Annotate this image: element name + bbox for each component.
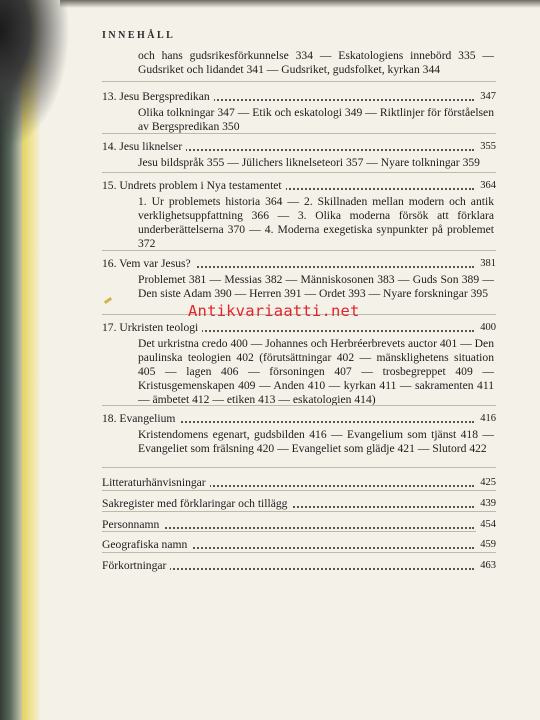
toc-chapter-17 [102,321,496,407]
toc-continuation-text: och hans gudsrikesförkunnelse 334 — Eskatologiens innebörd 335 — Gudsriket och lidandet 341 — Gudsriket, gudsfolket, kyrkan 344 [138,49,494,76]
back-matter-page-number: 463 [476,559,496,573]
chapter-page-number: 416 [476,412,496,426]
divider [102,511,496,512]
toc-chapter-14 [102,140,496,170]
back-matter-title: Personnamn [102,518,163,531]
chapter-subentries: Olika tolkningar 347 — Etik och eskatologi 349 — Riktlinjer för förståelsen av Bergspredikan 350 [138,106,494,133]
toc-chapter-13 [102,90,496,134]
divider [102,467,496,468]
chapter-title: 18. Evangelium [102,412,179,425]
chapter-subentries: Jesu bildspråk 355 — Jülichers liknelseteori 357 — Nyare tolkningar 359 [138,156,480,169]
toc-chapter-15 [102,179,496,251]
toc-back-matter-subject-index [102,497,496,511]
running-head: INNEHÅLL [102,30,176,41]
divider [102,405,496,406]
chapter-page-number: 400 [476,321,496,335]
chapter-page-number: 347 [476,90,496,104]
toc-chapter-18 [102,412,496,456]
back-matter-title: Geografiska namn [102,538,191,551]
chapter-page-number: 381 [476,257,496,271]
back-matter-page-number: 459 [476,538,496,552]
chapter-subentries: Problemet 381 — Messias 382 — Människosonen 383 — Guds Son 389 — Den siste Adam 390 — Herren 391 — Ordet 393 — Nyare forskningar 395 [138,273,494,300]
back-matter-page-number: 439 [476,497,496,511]
chapter-subentries: Kristendomens egenart, gudsbilden 416 — Evangelium som tjänst 418 — Evangeliet som frälsning 420 — Evangeliet som glädje 421 — Slutord 422 [138,428,494,455]
chapter-page-number: 364 [476,179,496,193]
back-matter-page-number: 454 [476,518,496,532]
chapter-title: 14. Jesu liknelser [102,140,186,153]
divider [102,531,496,532]
toc-continuation [102,49,496,77]
chapter-subentries: 1. Ur problemets historia 364 — 2. Skillnaden mellan modern och antik verklighetsuppfattning 366 — 3. Olika moderna försök att förklara underberättelserna 370 — 4. Moderna exegetiska synpunkter på problemet 372 [138,195,494,250]
toc-chapter-16 [102,257,496,301]
chapter-title: 17. Urkristen teologi [102,321,202,334]
chapter-title: 16. Vem var Jesus? [102,257,195,270]
watermark: Antikvariaatti.net [188,302,360,320]
divider [102,552,496,553]
top-shadow [60,0,540,8]
chapter-title: 15. Undrets problem i Nya testamentet [102,179,286,192]
toc-back-matter-literature [102,476,496,490]
back-matter-title: Litteraturhänvisningar [102,476,210,489]
toc-back-matter-names [102,518,496,532]
chapter-title: 13. Jesu Bergspredikan [102,90,214,103]
chapter-page-number: 355 [476,140,496,154]
divider [102,250,496,251]
back-matter-title: Förkortningar [102,559,170,572]
corner-shadow [0,0,70,150]
divider [102,133,496,134]
toc-back-matter-abbreviations [102,559,496,573]
divider [102,172,496,173]
divider [102,490,496,491]
toc-back-matter-geography [102,538,496,552]
back-matter-title: Sakregister med förklaringar och tillägg [102,497,291,510]
back-matter-page-number: 425 [476,476,496,490]
divider [102,81,496,82]
chapter-subentries: Det urkristna credo 400 — Johannes och Herbréerbrevets auctor 401 — Den paulinska teologien 402 (förutsättningar 402 — mänsklighetens situation 405 — lagen 406 — försoningen 407 — trosbegreppet 409 — Kristusgemenskapen 409 — Anden 410 — kyrkan 411 — sakramenten 411 — ämbetet 412 — etiken 413 — eskatologien 414) [138,337,494,406]
